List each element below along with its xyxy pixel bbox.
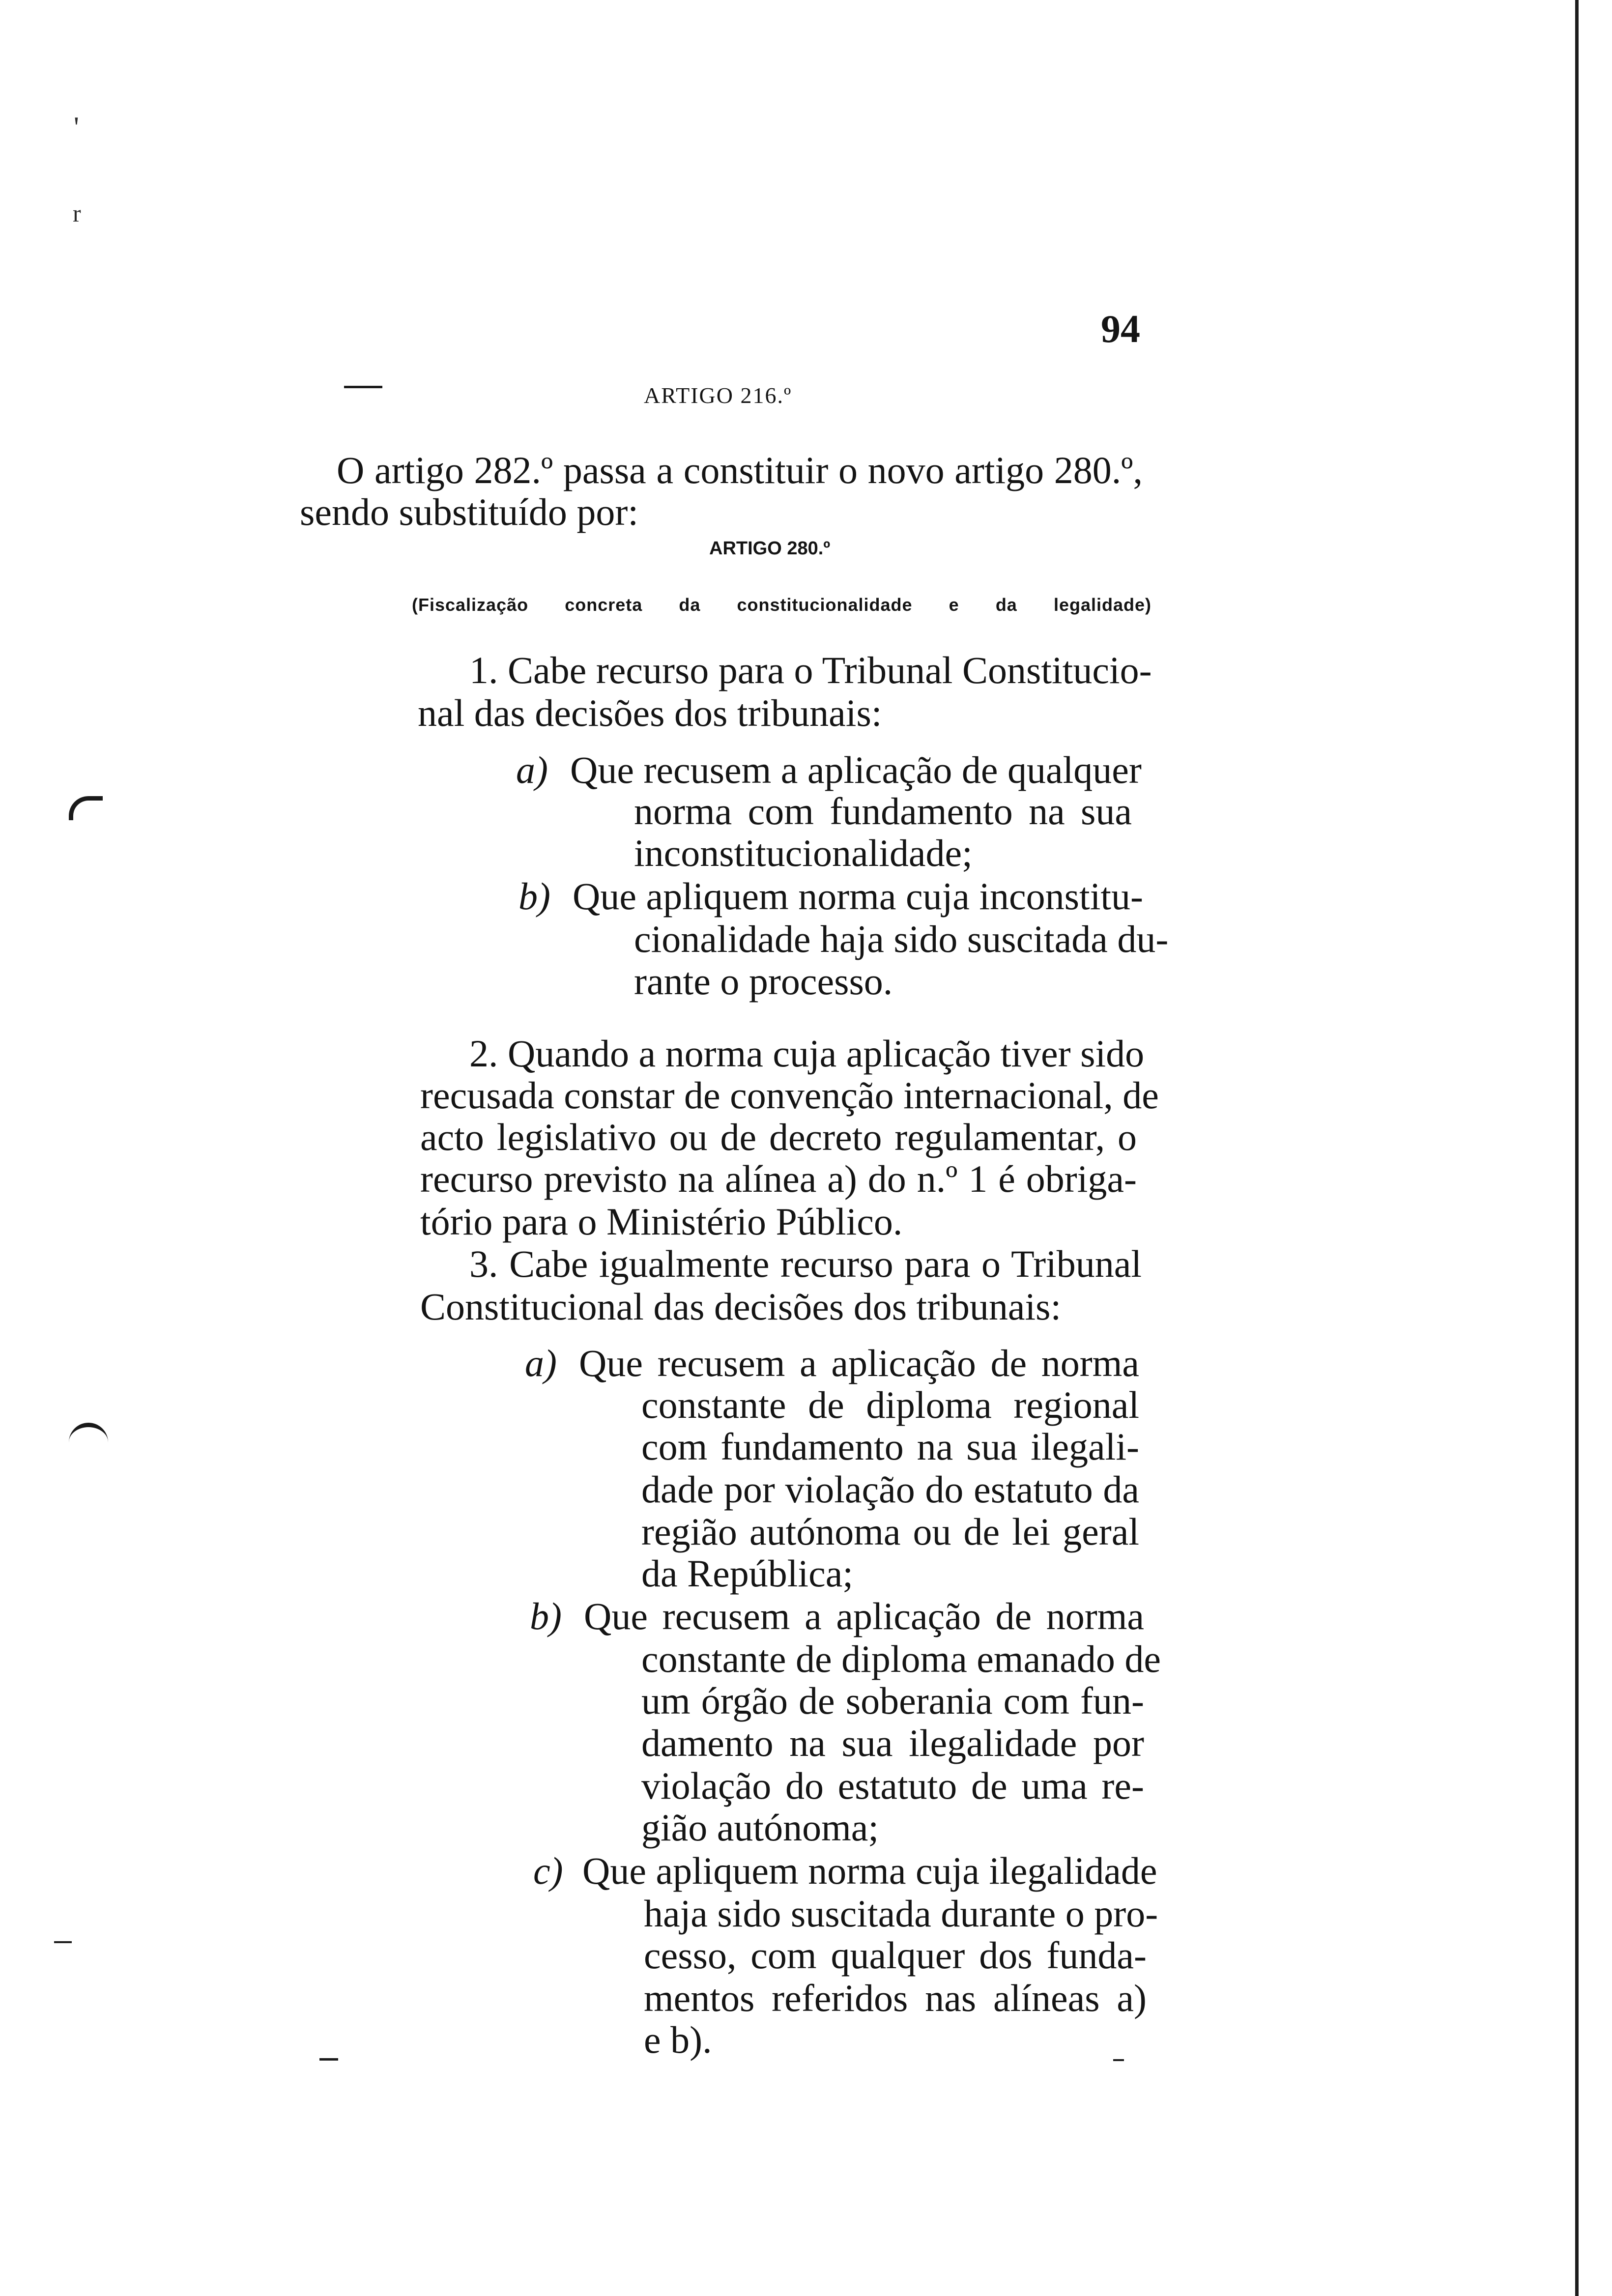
para3-item-b-line-5: violação do estatuto de uma re- <box>641 1764 1144 1807</box>
para3-line-1: 3. Cabe igualmente recurso para o Tribunal <box>469 1242 1142 1285</box>
para3-item-a-marker: a) <box>525 1342 557 1384</box>
para2-line-2: recusada constar de convenção internacional, de <box>420 1074 1159 1117</box>
para3-item-c-line-1: Que apliquem norma cuja ilegalidade <box>582 1849 1157 1892</box>
scan-mark: ' <box>74 111 79 144</box>
para3-item-a-line-4: dade por violação do estatuto da <box>641 1468 1139 1511</box>
new-article-subtitle: (Fiscalização concreta da constitucionalidade e da legalidade) <box>412 595 1151 615</box>
intro-line-1: O artigo 282.º passa a constituir o novo artigo 280.º, <box>337 449 1143 491</box>
para1-line-1: 1. Cabe recurso para o Tribunal Constitucio- <box>469 649 1152 691</box>
scan-bracket-mark <box>69 796 103 820</box>
para2-line-3: acto legislativo ou de decreto regulamentar, o <box>420 1116 1137 1158</box>
para2-line-4: recurso previsto na alínea a) do n.º 1 é obriga- <box>420 1157 1137 1200</box>
scan-bracket-mark <box>69 1423 108 1447</box>
para3-line-2: Constitucional das decisões dos tribunais: <box>420 1285 1062 1328</box>
para3-item-a-line-5: região autónoma ou de lei geral <box>641 1510 1139 1553</box>
intro-line-2: sendo substituído por: <box>300 490 639 533</box>
para1-item-b-line-3: rante o processo. <box>634 960 893 1003</box>
para3-item-b-marker: b) <box>530 1595 562 1637</box>
para1-item-a-marker: a) <box>516 748 548 791</box>
para3-item-c-line-3: cesso, com qualquer dos funda- <box>644 1934 1147 1977</box>
para3-item-c-marker: c) <box>533 1849 563 1892</box>
para1-item-b-line-1: Que apliquem norma cuja inconstitu- <box>573 875 1144 918</box>
para3-item-a-line-1: Que recusem a aplicação de norma <box>579 1342 1139 1384</box>
para3-item-c-line-5: e b). <box>644 2018 712 2061</box>
para3-item-b-line-2: constante de diploma emanado de <box>641 1637 1161 1680</box>
para1-item-a-line-1: Que recusem a aplicação de qualquer <box>570 748 1142 791</box>
para3-item-a-line-2: constante de diploma regional <box>641 1383 1139 1426</box>
scan-mark: r <box>73 200 81 227</box>
para3-item-b-line-1: Que recusem a aplicação de norma <box>584 1595 1144 1637</box>
new-article-heading: ARTIGO 280.º <box>709 538 831 559</box>
scan-dash <box>319 2058 338 2061</box>
scan-dash <box>1113 2059 1124 2061</box>
para3-item-b-line-4: damento na sua ilegalidade por <box>641 1722 1144 1764</box>
scan-dash <box>344 386 382 388</box>
para2-line-1: 2. Quando a norma cuja aplicação tiver sido <box>469 1032 1145 1075</box>
article-heading: ARTIGO 216.º <box>644 383 792 408</box>
scan-dash <box>54 1941 72 1943</box>
para1-item-a-line-2: norma com fundamento na sua <box>634 790 1132 832</box>
page-number: 94 <box>1101 308 1140 351</box>
para1-item-b-marker: b) <box>518 875 550 918</box>
para3-item-c-line-4: mentos referidos nas alíneas a) <box>644 1977 1147 2019</box>
para1-line-2: nal das decisões dos tribunais: <box>418 691 882 734</box>
para3-item-b-line-6: gião autónoma; <box>641 1806 879 1849</box>
para3-item-b-line-3: um órgão de soberania com fun- <box>641 1679 1144 1722</box>
para3-item-c-line-2: haja sido suscitada durante o pro- <box>644 1892 1158 1935</box>
para1-item-a-line-3: inconstitucionalidade; <box>634 832 973 874</box>
para3-item-a-line-3: com fundamento na sua ilegali- <box>641 1425 1139 1468</box>
para2-line-5: tório para o Ministério Público. <box>420 1200 903 1243</box>
para1-item-b-line-2: cionalidade haja sido suscitada du- <box>634 918 1169 960</box>
para3-item-a-line-6: da República; <box>641 1552 854 1595</box>
page-edge-shadow <box>1575 0 1579 2296</box>
